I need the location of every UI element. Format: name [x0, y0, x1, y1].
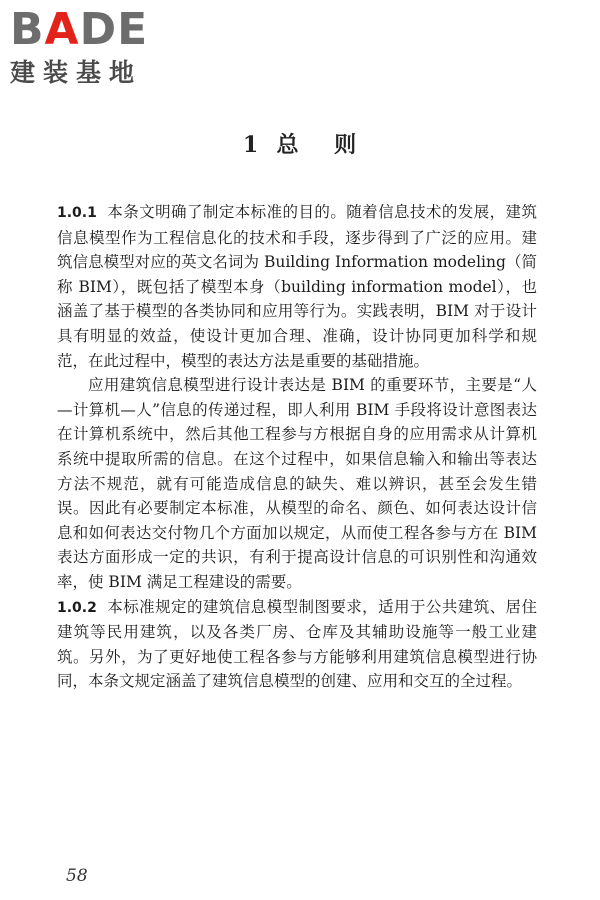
- document-body: [57, 200, 537, 694]
- clause-number: 1.0.1: [57, 205, 97, 221]
- clause-number: 1.0.2: [57, 599, 97, 616]
- chapter-title: 1 总 则: [242, 132, 358, 158]
- logo-wordmark: [10, 6, 185, 54]
- page-number: 58: [66, 866, 88, 886]
- clause-1-0-2: [57, 595, 537, 694]
- logo-letters-de: DE: [79, 4, 149, 55]
- logo-letter-b: B: [10, 4, 45, 55]
- clause-1-0-1: [57, 200, 537, 373]
- clause-text: 本标准规定的建筑信息模型制图要求，适用于公共建筑、居住建筑等民用建筑，以及各类厂房、仓库及其辅助设施等一般工业建筑。另外，为了更好地使工程各参与方能够利用建筑信息模型进行协同，本条文规定涵盖了建筑信息模型的创建、应用和交互的全过程。: [57, 597, 537, 691]
- bade-logo: [10, 6, 185, 88]
- logo-subtitle: 建装基地: [10, 58, 143, 87]
- paragraph-2: 应用建筑信息模型进行设计表达是 BIM 的重要环节，主要是“人—计算机—人”信息的传递过程，即人利用 BIM 手段将设计意图表达在计算机系统中，然后其他工程参与方根据自身的应用需求从计算机系统中提取所需的信息。在这个过程中，如果信息输入和输出等表达方法不规范，就有可能造成信息的缺失、难以辨识，甚至会发生错误。因此有必要制定本标准，从模型的命名、颜色、如何表达设计信息和如何表达交付物几个方面加以规定，从而使工程各参与方在 BIM 表达方面形成一定的共识，有利于提高设计信息的可识别性和沟通效率，使 BIM 满足工程建设的需要。: [57, 376, 537, 591]
- clause-text: 本条文明确了制定本标准的目的。随着信息技术的发展，建筑信息模型作为工程信息化的技术和手段，逐步得到了广泛的应用。建筑信息模型对应的英文名词为 Building Information modeling（简称 BIM），既包括了模型本身（building information model），也涵盖了基于模型的各类协同和应用等行为。实践表明，BIM 对于设计具有明显的效益，使设计更加合理、准确，设计协同更加科学和规范，在此过程中，模型的表达方法是重要的基础措施。: [57, 203, 537, 370]
- logo-letter-a: A: [44, 4, 80, 55]
